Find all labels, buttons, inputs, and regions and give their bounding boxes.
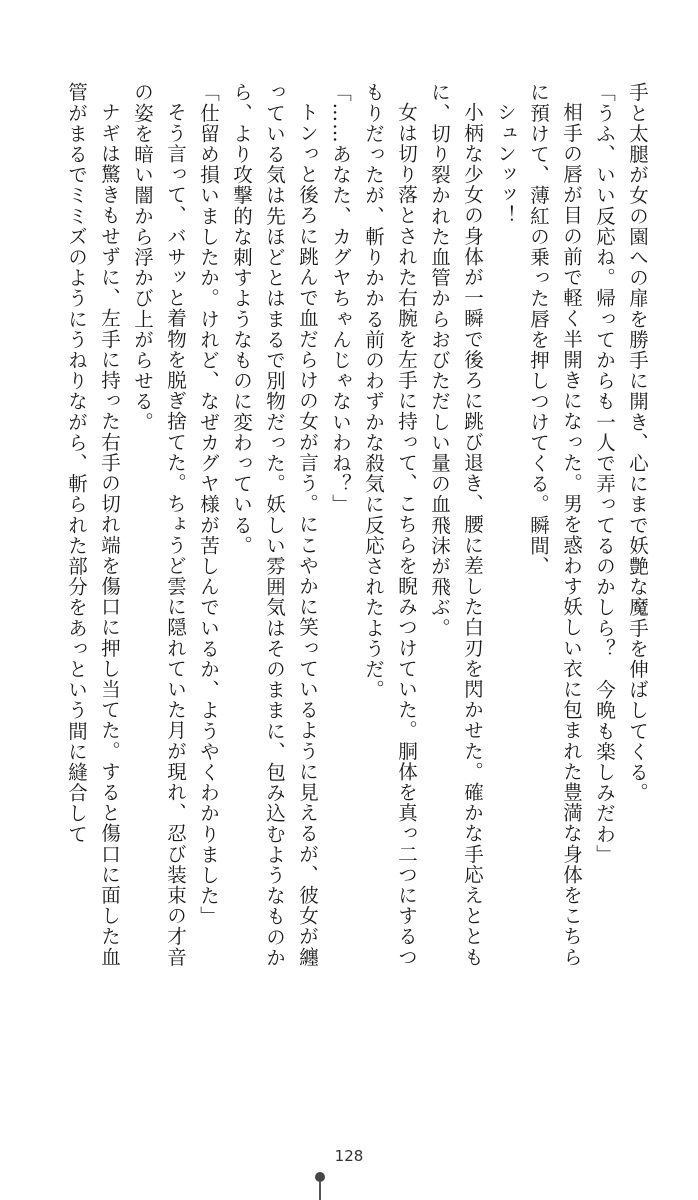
page-marker-line — [319, 1182, 321, 1200]
paragraph: 小柄な少女の身体が一瞬で後ろに跳び退き、腰に差した白刃を閃かせた。確かな手応えとともに、切り裂かれた血管からおびただしい量の血飛沫が飛ぶ。 — [428, 82, 484, 967]
paragraph: トンっと後ろに跳んで血だらけの女が言う。にこやかに笑っているように見えるが、彼女が纏っている気は先ほどとはまるで別物だった。妖しい雰囲気はそのままに、包み込むようなものから、より攻撃的な刺すようなものに変わっている。 — [230, 82, 319, 968]
paragraph: そう言って、バサッと着物を脱ぎ捨てた。ちょうど雲に隠れていた月が現れ、忍び装束の才音の姿を暗い闇から浮かび上がらせる。 — [131, 82, 187, 967]
paragraph: 手と太腿が女の園への扉を勝手に開き、心にまで妖艶な魔手を伸ばしてくる。 — [626, 82, 649, 803]
paragraph: 「うふ、いい反応ね。帰ってからも一人で弄ってるのかしら？ 今晩も楽しみだわ」 — [593, 82, 616, 865]
page-number: 128 — [334, 1147, 364, 1165]
paragraph: 女は切り落とされた右腕を左手に持って、こちらを睨みつけていた。胴体を真っ二つにするつもりだったが、斬りかかる前のわずかな殺気に反応されたようだ。 — [362, 82, 418, 967]
page-marker-dot — [315, 1172, 325, 1182]
paragraph: 相手の唇が目の前で軽く半開きになった。男を惑わす妖しい衣に包まれた豊満な身体をこちらに預けて、薄紅の乗った唇を押しつけてくる。瞬間、 — [527, 82, 583, 967]
paragraph: 「……あなた、カグヤちゃんじゃないわね？」 — [329, 82, 352, 515]
paragraph: ナギは驚きもせずに、左手に持った右手の切れ端を傷口に押し当てた。すると傷口に面した血管がまるでミミズのようにうねりながら、斬られた部分をあっという間に縫合して — [65, 82, 121, 967]
vertical-text-body — [34, 82, 654, 982]
paragraph: 「仕留め損いましたか。けれど、なぜカグヤ様が苦しんでいるか、ようやくわかりました」 — [197, 82, 220, 927]
paragraph: シュンッッ！ — [494, 101, 517, 226]
